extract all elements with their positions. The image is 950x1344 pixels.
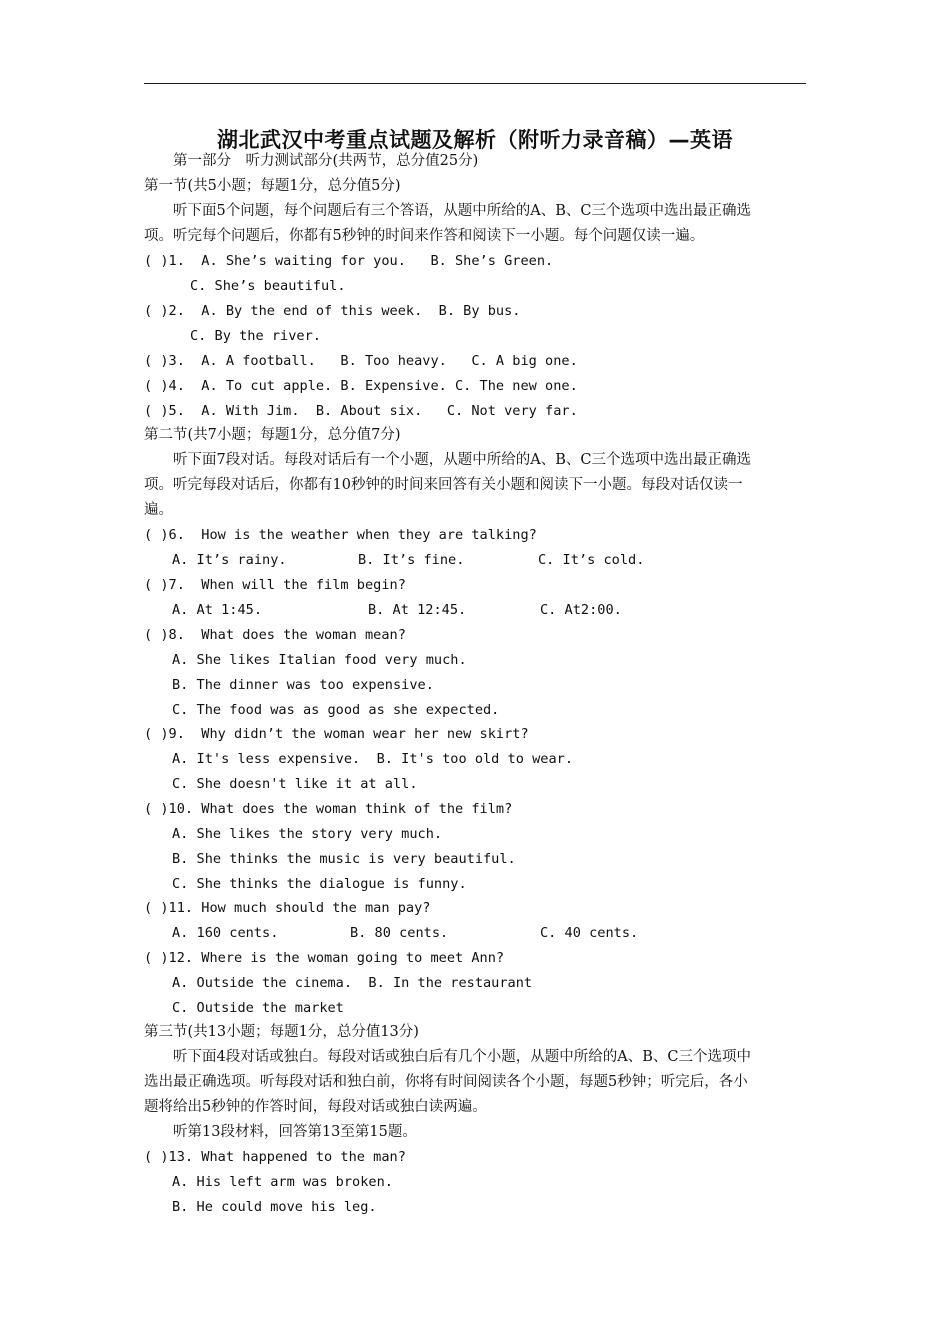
question-9-options-ab: A. It's less expensive. B. It's too old to wear. [172,751,574,767]
question-13-option-a: A. His left arm was broken. [172,1174,393,1190]
section2-instruction-line2: 项。听完每段对话后，你都有10秒钟的时间来回答有关小题和阅读下一小题。每段对话仅读一 [144,477,743,493]
question-9: ( )9. Why didn’t the woman wear her new skirt? [144,726,529,742]
question-2: ( )2. A. By the end of this week. B. By bus. [144,303,521,319]
question-12-option-c: C. Outside the market [172,1000,344,1016]
question-6-option-c: C. It’s cold. [538,552,645,568]
section1-instruction-line1: 听下面5个问题，每个问题后有三个答语，从题中所给的A、B、C三个选项中选出最正确选 [173,203,751,219]
section3-instruction-line1: 听下面4段对话或独白。每段对话或独白后有几个小题，从题中所给的A、B、C三个选项中 [173,1049,751,1065]
question-7-option-a: A. At 1:45. [172,602,263,618]
question-4: ( )4. A. To cut apple. B. Expensive. C. The new one. [144,378,578,394]
question-12: ( )12. Where is the woman going to meet Ann? [144,950,505,966]
question-10: ( )10. What does the woman think of the film? [144,801,513,817]
section2-instruction-line1: 听下面7段对话。每段对话后有一个小题，从题中所给的A、B、C三个选项中选出最正确选 [173,452,751,468]
section1-instruction-line2: 项。听完每个问题后，你都有5秒钟的时间来作答和阅读下一小题。每个问题仅读一遍。 [144,228,705,244]
question-7-option-b: B. At 12:45. [368,602,467,618]
question-3: ( )3. A. A football. B. Too heavy. C. A big one. [144,353,578,369]
question-6: ( )6. How is the weather when they are talking? [144,527,537,543]
question-8-option-a: A. She likes Italian food very much. [172,652,467,668]
section2-heading: 第二节(共7小题；每题1分，总分值7分) [144,427,401,443]
question-10-option-b: B. She thinks the music is very beautiful. [172,851,516,867]
question-2-option-c: C. By the river. [190,328,321,344]
question-8: ( )8. What does the woman mean? [144,627,406,643]
section3-instruction-line2: 选出最正确选项。听每段对话和独白前，你将有时间阅读各个小题，每题5秒钟；听完后，各小 [144,1074,748,1090]
section3-material-note: 听第13段材料，回答第13至第15题。 [173,1124,417,1140]
question-11-option-b: B. 80 cents. [350,925,449,941]
question-7-option-c: C. At2:00. [540,602,622,618]
question-10-option-a: A. She likes the story very much. [172,826,443,842]
section2-instruction-line3: 遍。 [144,502,173,518]
question-5: ( )5. A. With Jim. B. About six. C. Not very far. [144,403,578,419]
question-1-option-c: C. She’s beautiful. [190,278,346,294]
question-13: ( )13. What happened to the man? [144,1149,406,1165]
question-6-option-a: A. It’s rainy. [172,552,287,568]
header-rule [144,83,806,84]
question-7: ( )7. When will the film begin? [144,577,406,593]
question-11-option-a: A. 160 cents. [172,925,279,941]
section3-instruction-line3: 题将给出5秒钟的作答时间，每段对话或独白读两遍。 [144,1099,487,1115]
question-8-option-b: B. The dinner was too expensive. [172,677,434,693]
question-12-options-ab: A. Outside the cinema. B. In the restaurant [172,975,533,991]
question-9-option-c: C. She doesn't like it at all. [172,776,418,792]
question-10-option-c: C. She thinks the dialogue is funny. [172,876,467,892]
question-1: ( )1. A. She’s waiting for you. B. She’s Green. [144,253,554,269]
question-8-option-c: C. The food was as good as she expected. [172,702,500,718]
question-6-option-b: B. It’s fine. [358,552,465,568]
question-13-option-b: B. He could move his leg. [172,1199,377,1215]
question-11: ( )11. How much should the man pay? [144,900,431,916]
page-title: 湖北武汉中考重点试题及解析（附听力录音稿）—英语 [217,128,733,152]
part-heading: 第一部分 听力测试部分(共两节，总分值25分) [173,153,479,169]
section1-heading: 第一节(共5小题；每题1分，总分值5分) [144,178,401,194]
section3-heading: 第三节(共13小题；每题1分，总分值13分) [144,1024,419,1040]
question-11-option-c: C. 40 cents. [540,925,639,941]
